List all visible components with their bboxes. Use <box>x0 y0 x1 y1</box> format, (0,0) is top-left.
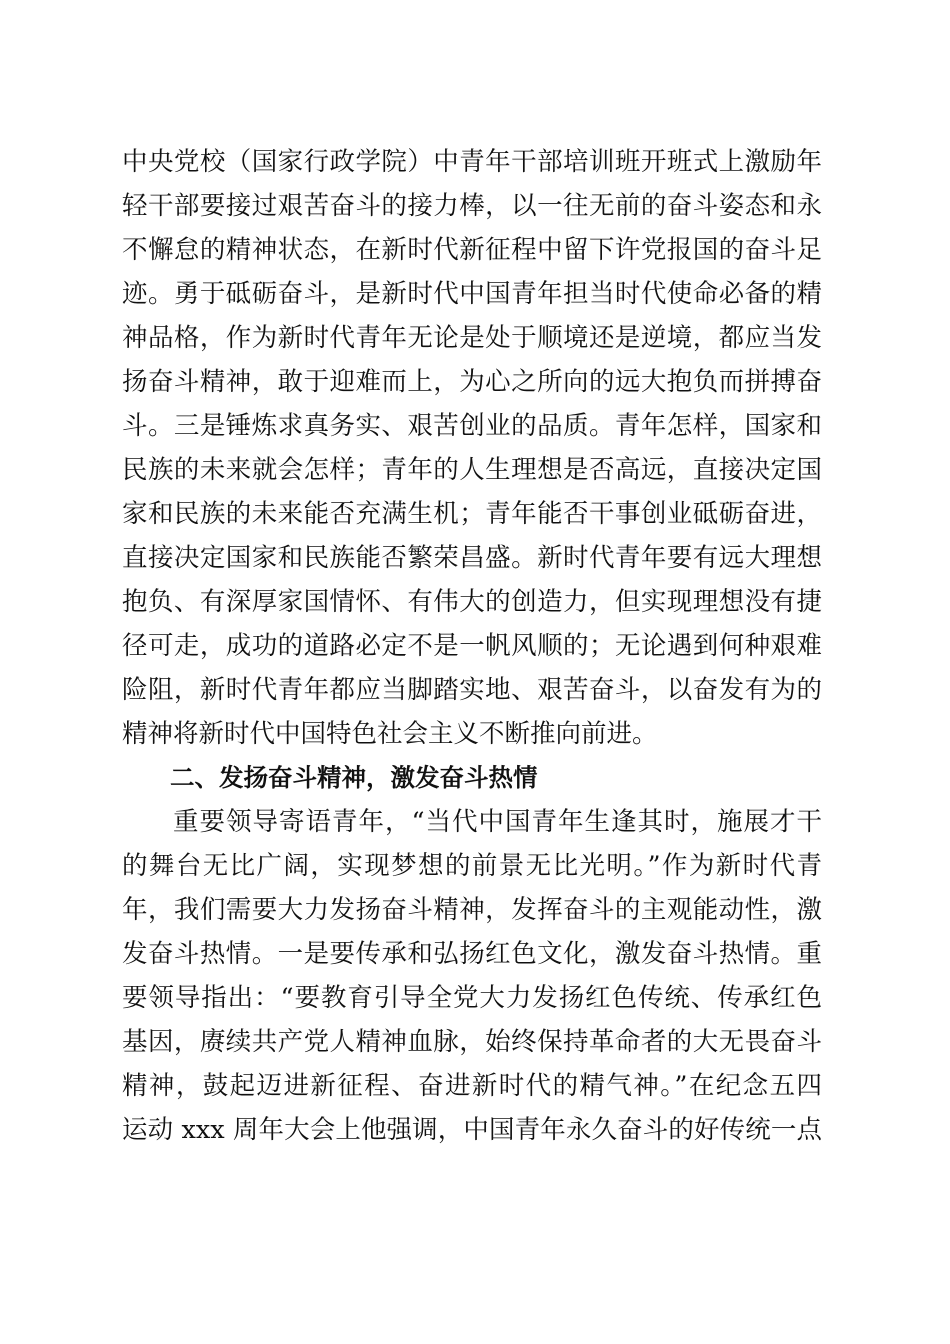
paragraph-line: 家和民族的未来能否充满生机；青年能否干事创业砥砺奋进， <box>122 499 822 529</box>
paragraph-line: 发奋斗热情。一是要传承和弘扬红色文化，激发奋斗热情。重 <box>122 939 822 969</box>
paragraph-line: 轻干部要接过艰苦奋斗的接力棒，以一往无前的奋斗姿态和永 <box>122 191 822 221</box>
paragraph-line: 要领导指出：“要教育引导全党大力发扬红色传统、传承红色 <box>122 983 822 1013</box>
paragraph-line: 径可走，成功的道路必定不是一帆风顺的；无论遇到何种艰难 <box>122 631 822 661</box>
paragraph-line: 扬奋斗精神，敢于迎难而上，为心之所向的远大抱负而拼搏奋 <box>122 367 822 397</box>
paragraph-line: 精神，鼓起迈进新征程、奋进新时代的精气神。”在纪念五四 <box>122 1071 822 1101</box>
paragraph-line: 的舞台无比广阔，实现梦想的前景无比光明。”作为新时代青 <box>122 851 822 881</box>
paragraph-line: 直接决定国家和民族能否繁荣昌盛。新时代青年要有远大理想 <box>122 543 822 573</box>
paragraph-line: 斗。三是锤炼求真务实、艰苦创业的品质。青年怎样，国家和 <box>122 411 822 441</box>
document-body <box>122 140 822 1152</box>
paragraph-1 <box>122 140 822 756</box>
paragraph-2 <box>122 800 822 1152</box>
paragraph-line: 神品格，作为新时代青年无论是处于顺境还是逆境，都应当发 <box>122 323 822 353</box>
paragraph-line: 年，我们需要大力发扬奋斗精神，发挥奋斗的主观能动性，激 <box>122 895 822 925</box>
paragraph-line: 中央党校（国家行政学院）中青年干部培训班开班式上激励年 <box>122 147 822 177</box>
paragraph-line: 基因，赓续共产党人精神血脉，始终保持革命者的大无畏奋斗 <box>122 1027 822 1057</box>
paragraph-line: 精神将新时代中国特色社会主义不断推向前进。 <box>122 719 658 749</box>
paragraph-line: 迹。勇于砥砺奋斗，是新时代中国青年担当时代使命必备的精 <box>122 279 822 309</box>
paragraph-line: 不懈怠的精神状态，在新时代新征程中留下许党报国的奋斗足 <box>122 235 822 265</box>
paragraph-line: 民族的未来就会怎样；青年的人生理想是否高远，直接决定国 <box>122 455 822 485</box>
section-heading: 二、发扬奋斗精神，激发奋斗热情 <box>170 763 538 792</box>
paragraph-line: 险阻，新时代青年都应当脚踏实地、艰苦奋斗，以奋发有为的 <box>122 675 822 705</box>
paragraph-line: 重要领导寄语青年，“当代中国青年生逢其时，施展才干 <box>173 807 822 837</box>
paragraph-line: 运动 xxx 周年大会上他强调，中国青年永久奋斗的好传统一点 <box>122 1115 822 1145</box>
paragraph-line: 抱负、有深厚家国情怀、有伟大的创造力，但实现理想没有捷 <box>122 587 822 617</box>
